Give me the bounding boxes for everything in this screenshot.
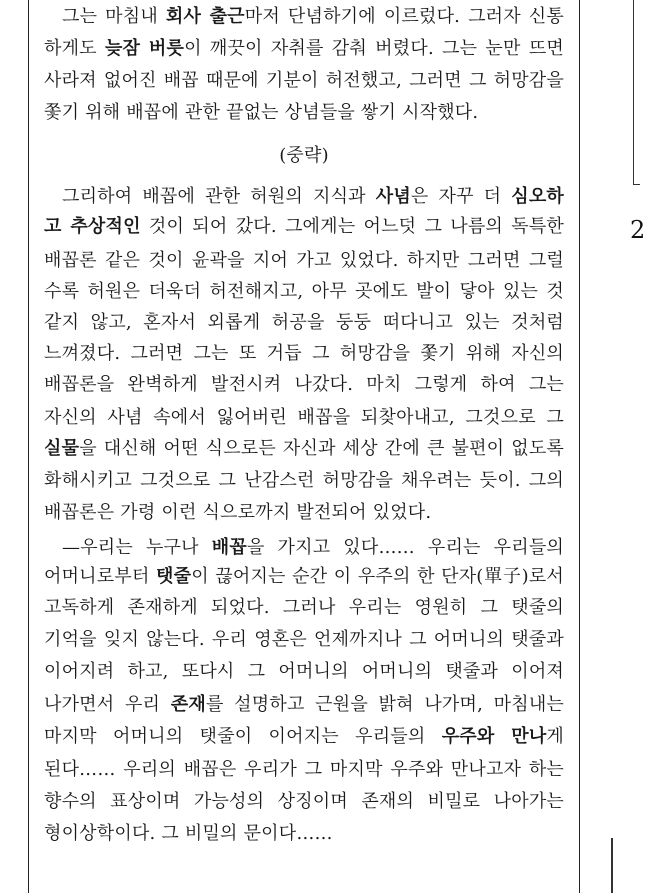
passage-line	[44, 246, 564, 276]
text-run: 된다…… 우리의 배꼽은 우리가 그 마지막 우주와 만나고자 하는	[44, 759, 564, 780]
text-run: 이 끊어지는 순간 이 우주의 한 단자(單子)로서	[191, 566, 565, 587]
passage-line	[44, 434, 564, 464]
bold-keyword: 사념	[375, 186, 411, 207]
passage-line	[44, 403, 564, 433]
bold-keyword: 우주와 만나	[441, 726, 547, 747]
text-run: 이 깨끗이 자취를 감춰 버렸다. 그는 눈만 뜨면	[184, 38, 564, 59]
passage-line	[44, 593, 564, 623]
text-run: 하게도	[44, 38, 105, 59]
passage-line	[44, 690, 564, 720]
passage-line	[44, 98, 564, 128]
text-run: 은 자꾸 더	[410, 186, 512, 207]
passage-line	[44, 562, 564, 592]
passage-line	[44, 498, 564, 528]
passage-line	[44, 277, 564, 307]
text-run: 배꼽론을 완벽하게 발전시켜 나갔다. 마치 그렇게 하여 그는	[44, 374, 564, 395]
text-run: (중략)	[279, 145, 329, 166]
passage-line	[44, 339, 564, 369]
text-run: 나가면서 우리	[44, 694, 171, 715]
text-run: 느껴졌다. 그러면 그는 또 거듭 그 허망감을 쫓기 위해 자신의	[44, 343, 564, 364]
text-run: 그는 마침내	[62, 6, 166, 27]
passage-line	[44, 722, 564, 752]
text-run: 것이 되어 갔다. 그에게는 어느덧 그 나름의 독특한	[140, 216, 564, 237]
text-run: 기억을 잊지 않는다. 우리 영혼은 언제까지나 그 어머니의 탯줄과	[44, 629, 564, 650]
page-edge-line	[611, 838, 613, 893]
bold-keyword: 존재	[170, 694, 206, 715]
text-run: 어머니로부터	[44, 566, 157, 587]
bold-keyword: 회사 출근	[165, 6, 245, 27]
text-run: 사라져 없어진 배꼽 때문에 기분이 허전했고, 그러면 그 허망감을	[44, 70, 564, 91]
bold-keyword: 실물	[44, 438, 80, 459]
bold-keyword: 심오하	[511, 186, 564, 207]
text-run: 화해시키고 그것으로 그 난감스런 허망감을 채우려는 듯이. 그의	[44, 470, 564, 491]
text-run: 고독하게 존재하게 되었다. 그러나 우리는 영원히 그 탯줄의	[44, 597, 564, 618]
text-run: 쫓기 위해 배꼽에 관한 끝없는 상념들을 쌓기 시작했다.	[44, 102, 479, 123]
adjacent-question-number: 2	[630, 216, 645, 244]
text-run: 이어지려 하고, 또다시 그 어머니의 어머니의 탯줄과 이어져	[44, 661, 564, 682]
omission-marker	[44, 141, 564, 171]
passage-line	[44, 2, 564, 32]
passage-line	[44, 34, 564, 64]
passage-line	[44, 212, 564, 242]
text-run: 마저 단념하기에 이르렀다. 그러자 신통	[244, 6, 564, 27]
text-run: 배꼽론은 가령 이런 식으로까지 발전되어 있었다.	[44, 502, 432, 523]
bold-keyword: 탯줄	[156, 566, 192, 587]
text-run: 형이상학이다. 그 비밀의 문이다……	[44, 823, 333, 844]
passage-line	[44, 466, 564, 496]
text-run: 을 대신해 어떤 식으로든 자신과 세상 간에 큰 불편이 없도록	[79, 438, 564, 459]
passage-line	[44, 625, 564, 655]
text-run: 수록 허원은 더욱더 허전해지고, 아무 곳에도 발이 닿아 있는 것	[44, 281, 564, 302]
text-run: 을 가지고 있다…… 우리는 우리들의	[246, 537, 565, 558]
bold-keyword: 배꼽	[211, 537, 247, 558]
adjacent-column-rule	[633, 0, 634, 185]
passage-line	[44, 308, 564, 338]
passage-line	[44, 819, 564, 849]
passage-line	[44, 533, 564, 563]
passage-line	[44, 182, 564, 212]
passage-line	[44, 370, 564, 400]
text-run: 마지막 어머니의 탯줄이 이어지는 우리들의	[44, 726, 442, 747]
text-run: 게	[546, 726, 565, 747]
text-run: 그리하여 배꼽에 관한 허원의 지식과	[62, 186, 376, 207]
text-run: 같지 않고, 혼자서 외롭게 허공을 둥둥 떠다니고 있는 것처럼	[44, 312, 564, 333]
adjacent-column-corner	[633, 184, 640, 185]
passage-line	[44, 787, 564, 817]
bold-keyword: 고 추상적인	[44, 216, 141, 237]
passage-line	[44, 66, 564, 96]
passage-line	[44, 755, 564, 785]
text-run: —우리는 누구나	[62, 537, 212, 558]
text-run: 자신의 사념 속에서 잃어버린 배꼽을 되찾아내고, 그것으로 그	[44, 407, 564, 428]
box-left-border	[28, 0, 29, 893]
passage-line	[44, 657, 564, 687]
text-run: 향수의 표상이며 가능성의 상징이며 존재의 비밀로 나아가는	[44, 791, 564, 812]
bold-keyword: 늦잠 버릇	[104, 38, 185, 59]
text-run: 를 설명하고 근원을 밝혀 나가며, 마침내는	[205, 694, 564, 715]
text-run: 배꼽론 같은 것이 윤곽을 지어 가고 있었다. 하지만 그러면 그럴	[44, 250, 564, 271]
box-right-border	[579, 0, 580, 893]
